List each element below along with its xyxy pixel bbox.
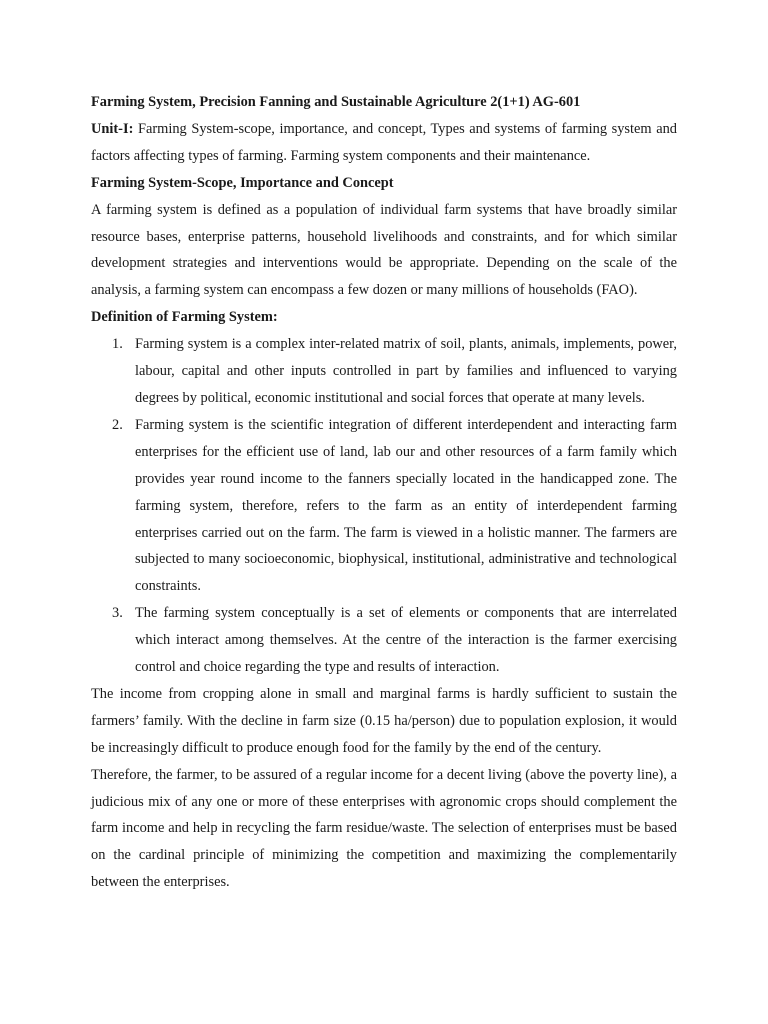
- definition-item: [91, 412, 677, 600]
- unit-text: Farming System-scope, importance, and concept, Types and systems of farming system and factors affecting types of farming. Farming system components and their maintenance.: [91, 120, 677, 164]
- unit-paragraph: [91, 116, 677, 170]
- intro-paragraph: A farming system is defined as a population of individual farm systems that have broadly similar resource bases, enterprise patterns, household livelihoods and constraints, and for which similar development strategies and interventions would be appropriate. Depending on the scale of the analysis, a farming system can encompass a few dozen or many millions of households (FAO).: [91, 201, 677, 299]
- definition-item: [91, 600, 677, 681]
- therefore-paragraph: Therefore, the farmer, to be assured of a regular income for a decent living (above the poverty line), a judicious mix of any one or more of these enterprises with agronomic crops should complement the farm income and help in recycling the farm residue/waste. The selection of enterprises must be based on the cardinal principle of minimizing the competition and maximizing the complementarily between the enterprises.: [91, 766, 677, 891]
- definition-number: 3.: [112, 605, 123, 622]
- income-paragraph: The income from cropping alone in small and marginal farms is hardly sufficient to sustain the farmers’ family. With the decline in farm size (0.15 ha/person) due to population explosion, it would be increasingly difficult to produce enough food for the family by the end of the century.: [91, 685, 677, 756]
- unit-label: Unit-I:: [91, 120, 134, 137]
- definition-number: 1.: [112, 336, 123, 353]
- course-title: Farming System, Precision Fanning and Sustainable Agriculture 2(1+1) AG-601: [91, 94, 581, 110]
- definition-text: Farming system is the scientific integration of different interdependent and interacting farm enterprises for the efficient use of land, lab our and other resources of a farm family which provides year round income to the fanners specially located in the handicapped zone. The farming system, therefore, refers to the farm as an entity of interdependent farming enterprises carried out on the farm. The farm is viewed in a holistic manner. The farmers are subjected to many socioeconomic, biophysical, institutional, administrative and technological constraints.: [135, 416, 677, 595]
- definition-number: 2.: [112, 416, 123, 433]
- definition-list: [91, 331, 677, 681]
- definition-text: The farming system conceptually is a set of elements or components that are interrelated which interact among themselves. At the centre of the interaction is the farmer exercising control and choice regarding the type and results of interaction.: [135, 605, 677, 676]
- document-page: [91, 89, 677, 896]
- definition-item: [91, 331, 677, 412]
- definition-text: Farming system is a complex inter-related matrix of soil, plants, animals, implements, power, labour, capital and other inputs controlled in part by families and influenced to varying degrees by political, economic institutional and social forces that operate at many levels.: [135, 336, 677, 406]
- section-heading: Farming System-Scope, Importance and Concept: [91, 174, 394, 191]
- definition-heading: Definition of Farming System:: [91, 309, 278, 326]
